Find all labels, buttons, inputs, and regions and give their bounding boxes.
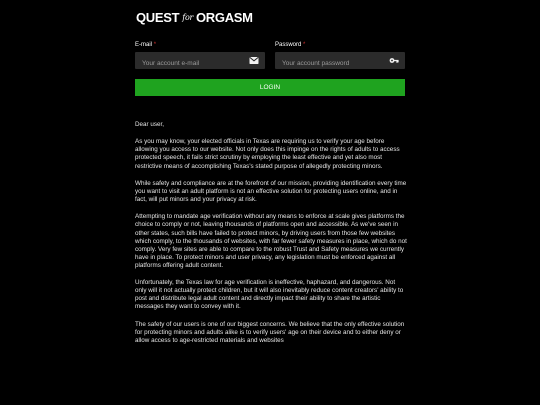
age-verification-letter: [135, 121, 407, 354]
letter-paragraph: As you may know, your elected officials in Texas are requiring us to verify your age before allowing you access to our website. Not only does this impinge on the rights of adults to access protected speech, it fails strict scrutiny by employing the least effective and yet also most restrictive means of accomplishing Texas's stated purpose of allegedly protecting minors.: [135, 138, 400, 170]
letter-greeting: Dear user,: [135, 121, 165, 128]
email-input-wrapper: [135, 52, 265, 69]
login-button[interactable]: LOGIN: [135, 79, 405, 96]
email-label: E-mail *: [135, 42, 157, 48]
envelope-icon: [249, 56, 259, 65]
login-fields: [135, 42, 405, 69]
site-logo[interactable]: [136, 10, 253, 25]
letter-paragraph: While safety and compliance are at the forefront of our mission, providing identification every time you want to visit an adult platform is not an effective solution for protecting users online, and in fact, will put minors and your privacy at risk.: [135, 179, 407, 204]
required-mark: *: [303, 42, 306, 48]
required-mark: *: [153, 42, 157, 48]
password-field-group: [275, 42, 405, 69]
password-input[interactable]: [275, 55, 405, 72]
letter-paragraph: The safety of our users is one of our biggest concerns. We believe that the only effective solution for protecting minors and adults alike is to verify users' age on their device and to either deny or allow access to age-restricted materials and websites: [135, 320, 405, 344]
email-field-group: [135, 42, 265, 69]
logo-word-quest: QUEST: [136, 10, 180, 25]
email-input[interactable]: [135, 55, 265, 72]
logo-word-orgasm: ORGASM: [196, 10, 253, 25]
logo-word-for: for: [182, 13, 193, 22]
password-label: Password *: [275, 42, 306, 48]
key-icon: [389, 56, 399, 65]
letter-paragraph: Unfortunately, the Texas law for age verification is ineffective, haphazard, and dangerous. Not only will it not actually protect children, but it will also inevitably reduce content creators' ability to post and distribute legal adult content and directly impact their ability to share the artistic messages they want to convey with it.: [135, 279, 404, 311]
login-form: [135, 42, 405, 96]
letter-paragraph: Attempting to mandate age verification without any means to enforce at scale gives platforms the choice to comply or not, leaving thousands of platforms open and accessible. As we've seen in other states, such bills have failed to protect minors, by driving users from those few websites which comply, to the thousands of websites, with far fewer safety measures in place, which do not comply. Very few sites are able to compare to the robust Trust and Safety measures we currently have in place. To protect minors and user privacy, any legislation must be enforced against all platforms offering adult content.: [135, 213, 407, 269]
password-input-wrapper: [275, 52, 405, 69]
